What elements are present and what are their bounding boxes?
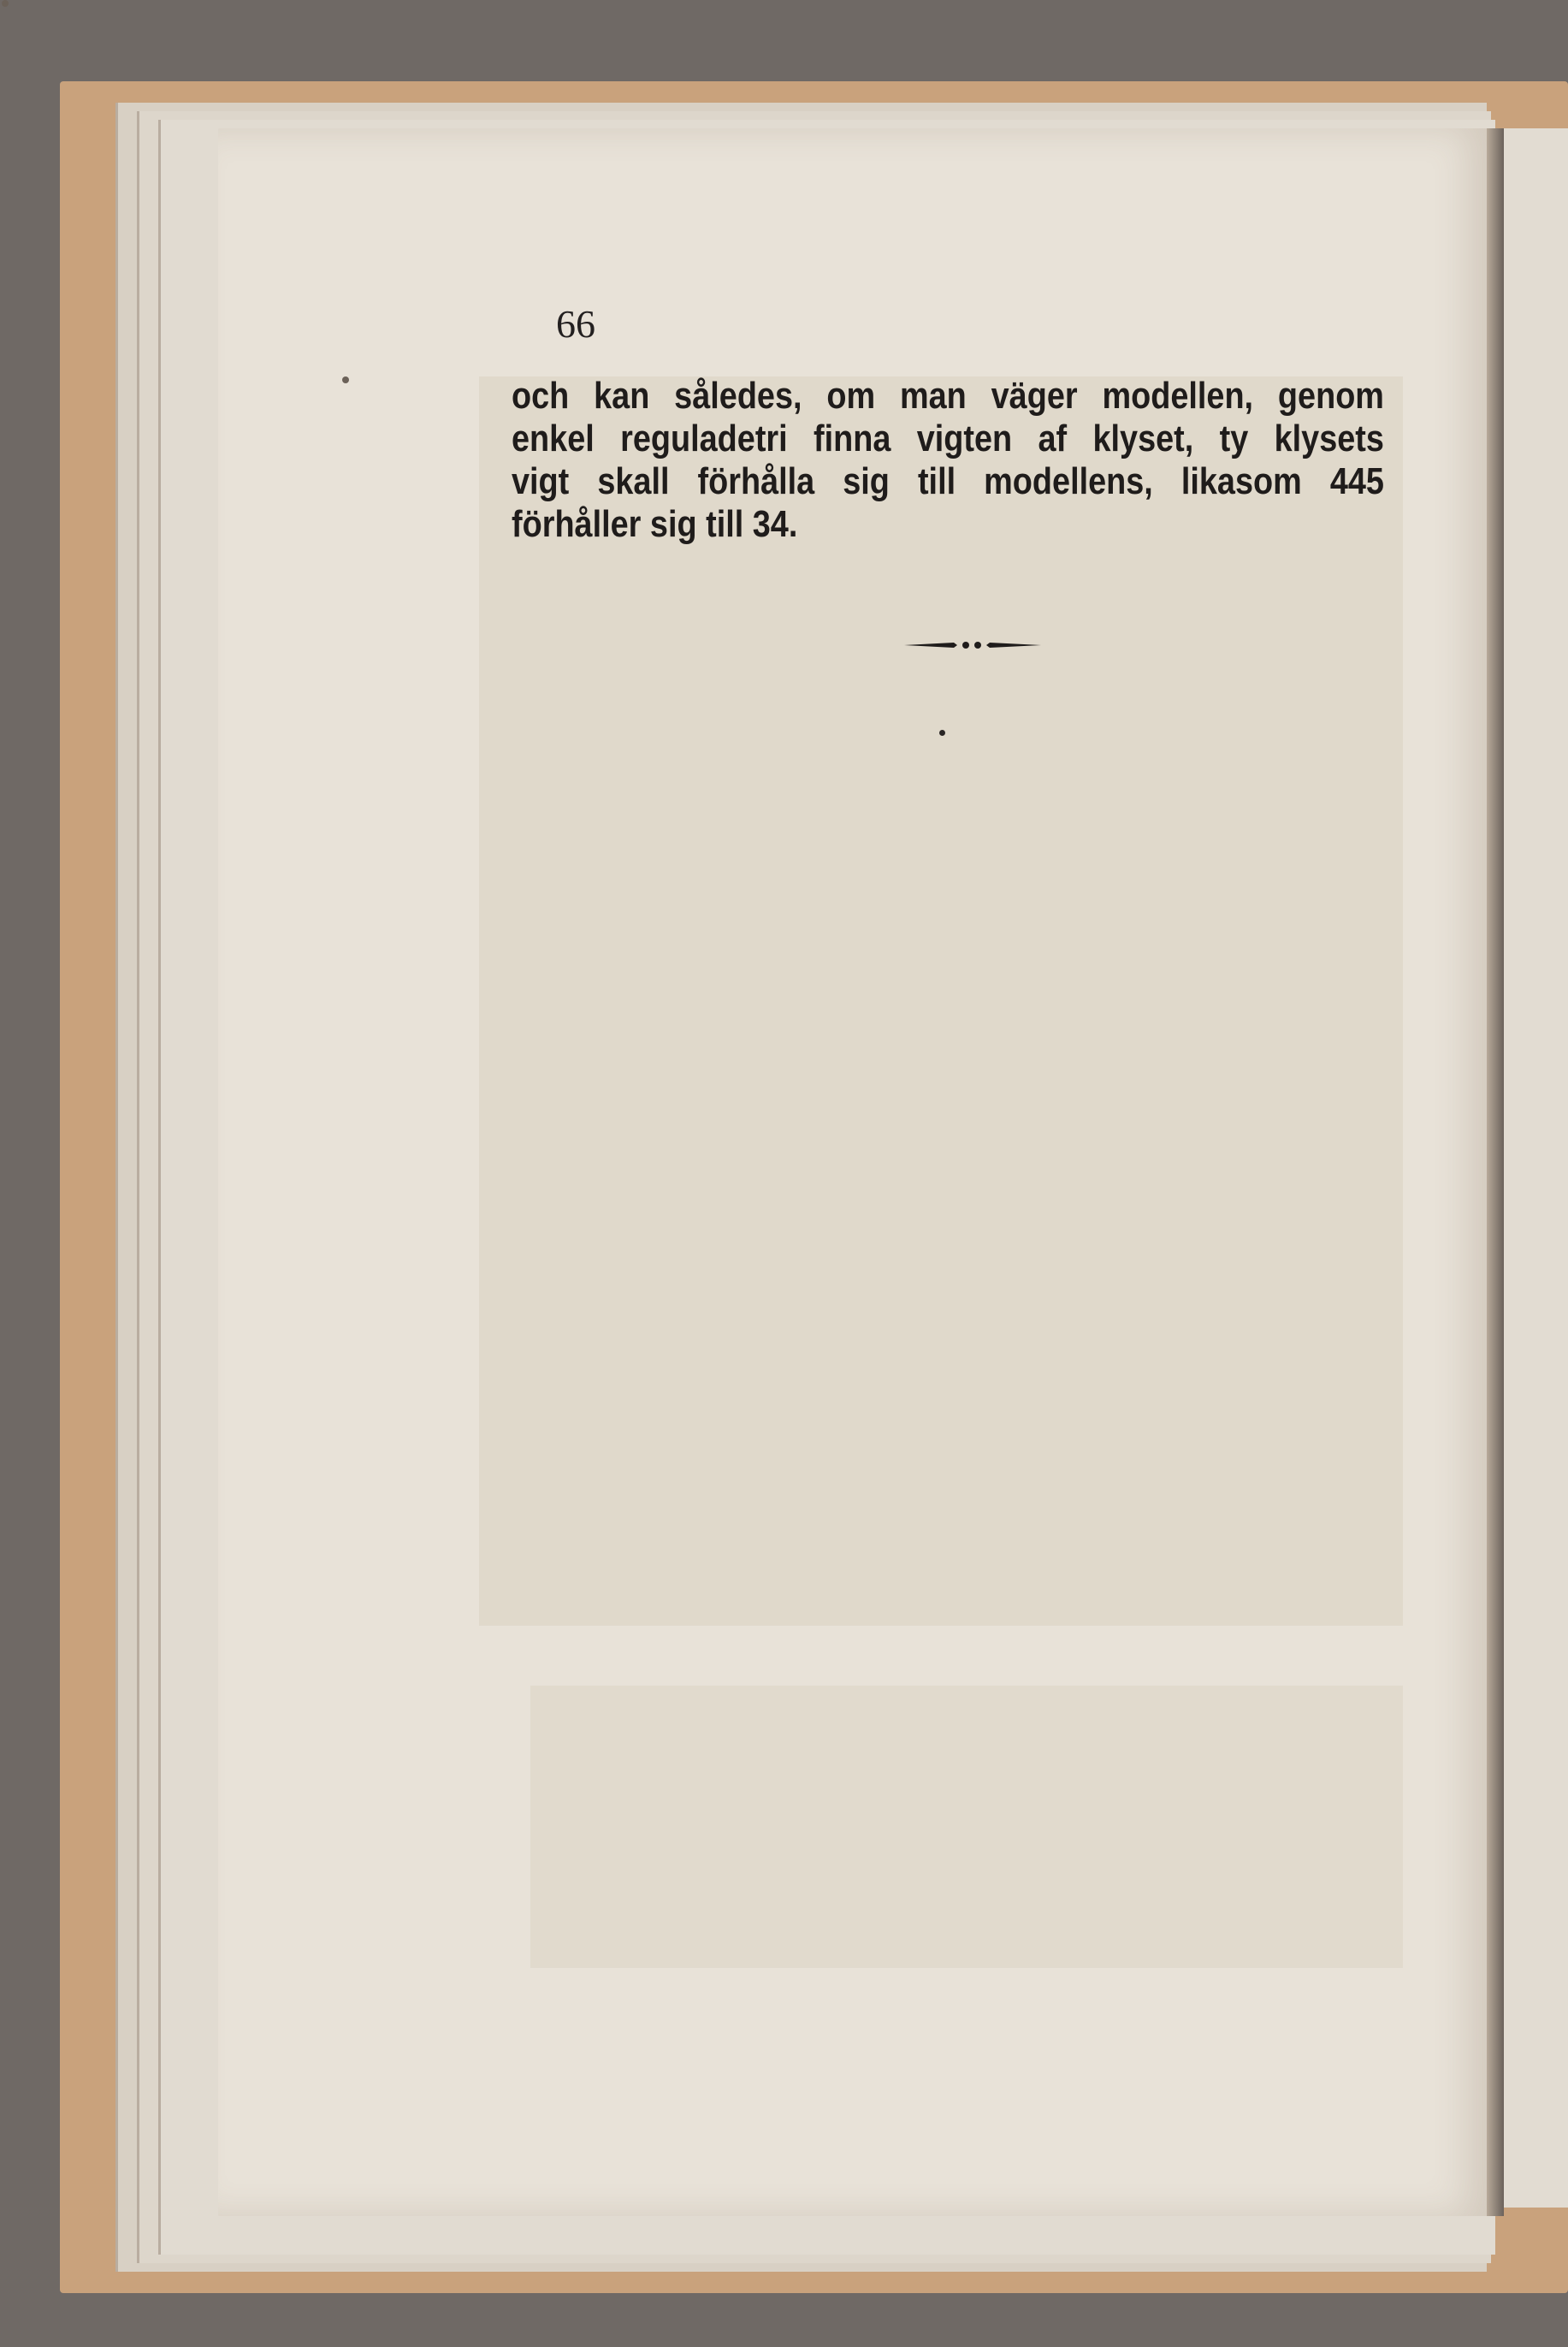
show-through-text-area (530, 1686, 1403, 1968)
book-gutter (1487, 128, 1504, 2216)
body-text (512, 375, 1384, 546)
page-number: 66 (556, 302, 595, 346)
facing-page-edge (1504, 128, 1568, 2208)
text-line: förhåller sig till 34. (512, 503, 798, 545)
text-line: och kan således, om man väger modellen, genom (512, 375, 1384, 417)
ink-dot (939, 730, 945, 736)
paper-speck (342, 376, 349, 383)
text-line: vigt skall förhålla sig till modellens, likasom 445 (512, 460, 1384, 502)
end-rule-ornament (904, 640, 1041, 650)
text-line: enkel reguladetri finna vigten af klyset, ty klysets (512, 418, 1384, 459)
show-through-text-area (479, 376, 1403, 1626)
paper-speck (2, 0, 9, 7)
